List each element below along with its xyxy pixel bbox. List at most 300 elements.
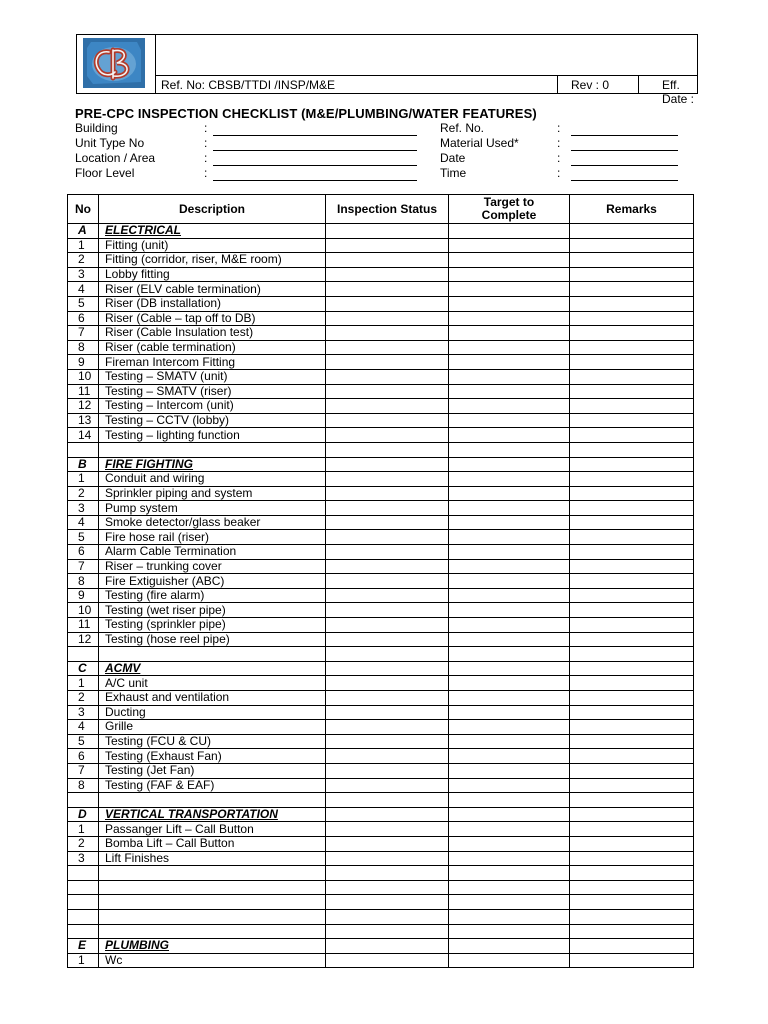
remarks-cell[interactable]	[570, 661, 694, 676]
row-no	[68, 909, 99, 924]
table-row	[68, 515, 694, 530]
inspection-status-cell[interactable]	[326, 413, 449, 428]
target-cell[interactable]	[449, 939, 570, 954]
target-cell[interactable]	[449, 734, 570, 749]
inspection-status-cell[interactable]	[326, 472, 449, 487]
row-no: 4	[68, 720, 99, 735]
target-cell[interactable]	[449, 822, 570, 837]
table-row	[68, 880, 694, 895]
inspection-status-cell[interactable]	[326, 866, 449, 881]
col-header-description: Description	[99, 195, 326, 224]
target-cell[interactable]	[449, 647, 570, 662]
field-colon: :	[204, 121, 208, 135]
remarks-cell[interactable]	[570, 676, 694, 691]
remarks-cell[interactable]	[570, 267, 694, 282]
remarks-cell[interactable]	[570, 472, 694, 487]
remarks-cell[interactable]	[570, 442, 694, 457]
table-row	[68, 909, 694, 924]
table-row	[68, 895, 694, 910]
row-description-text: PLUMBING	[105, 938, 169, 953]
table-row	[68, 428, 694, 443]
row-description-text: Ducting	[105, 705, 146, 719]
table-row	[68, 355, 694, 370]
target-cell[interactable]	[449, 880, 570, 895]
remarks-cell[interactable]	[570, 311, 694, 326]
inspection-status-cell[interactable]	[326, 793, 449, 808]
remarks-cell[interactable]	[570, 895, 694, 910]
table-header-row	[68, 195, 694, 224]
field-input-line[interactable]	[213, 150, 417, 151]
row-no: 3	[68, 851, 99, 866]
inspection-status-cell[interactable]	[326, 369, 449, 384]
table-row	[68, 282, 694, 297]
target-cell[interactable]	[449, 501, 570, 516]
target-cell[interactable]	[449, 720, 570, 735]
row-no: 5	[68, 530, 99, 545]
row-description	[99, 340, 326, 355]
inspection-status-cell[interactable]	[326, 661, 449, 676]
row-no: A	[68, 224, 99, 239]
target-cell[interactable]	[449, 807, 570, 822]
target-cell[interactable]	[449, 515, 570, 530]
table-row	[68, 472, 694, 487]
target-cell[interactable]	[449, 369, 570, 384]
remarks-cell[interactable]	[570, 559, 694, 574]
row-description-text: Fireman Intercom Fitting	[105, 354, 236, 369]
target-cell[interactable]	[449, 909, 570, 924]
remarks-cell[interactable]	[570, 588, 694, 603]
row-description-text: Pump system	[105, 500, 178, 515]
row-no	[68, 924, 99, 939]
row-description	[99, 311, 326, 326]
row-description-text: Testing – SMATV (riser)	[105, 384, 232, 398]
target-cell[interactable]	[449, 428, 570, 443]
table-row	[68, 559, 694, 574]
inspection-status-cell[interactable]	[326, 224, 449, 239]
target-cell[interactable]	[449, 895, 570, 910]
remarks-cell[interactable]	[570, 749, 694, 764]
row-description	[99, 501, 326, 516]
target-cell[interactable]	[449, 442, 570, 457]
row-description	[99, 836, 326, 851]
field-input-line[interactable]	[571, 150, 678, 151]
row-no: 8	[68, 340, 99, 355]
inspection-status-cell[interactable]	[326, 851, 449, 866]
remarks-cell[interactable]	[570, 734, 694, 749]
row-description	[99, 822, 326, 837]
target-cell[interactable]	[449, 676, 570, 691]
target-cell[interactable]	[449, 924, 570, 939]
row-description	[99, 691, 326, 706]
remarks-cell[interactable]	[570, 238, 694, 253]
remarks-cell[interactable]	[570, 384, 694, 399]
remarks-cell[interactable]	[570, 545, 694, 560]
target-cell[interactable]	[449, 851, 570, 866]
inspection-status-cell[interactable]	[326, 530, 449, 545]
table-row	[68, 442, 694, 457]
remarks-cell[interactable]	[570, 574, 694, 589]
target-cell[interactable]	[449, 603, 570, 618]
remarks-cell[interactable]	[570, 691, 694, 706]
row-description-text: Fire hose rail (riser)	[105, 529, 210, 544]
inspection-status-cell[interactable]	[326, 238, 449, 253]
inspection-status-cell[interactable]	[326, 559, 449, 574]
table-row	[68, 311, 694, 326]
row-description	[99, 647, 326, 662]
target-cell[interactable]	[449, 530, 570, 545]
remarks-cell[interactable]	[570, 939, 694, 954]
table-row	[68, 793, 694, 808]
field-label: Unit Type No	[75, 136, 145, 150]
target-cell[interactable]	[449, 705, 570, 720]
remarks-cell[interactable]	[570, 807, 694, 822]
remarks-cell[interactable]	[570, 501, 694, 516]
inspection-status-cell[interactable]	[326, 691, 449, 706]
field-input-line[interactable]	[571, 180, 678, 181]
inspection-status-cell[interactable]	[326, 296, 449, 311]
remarks-cell[interactable]	[570, 778, 694, 793]
remarks-cell[interactable]	[570, 413, 694, 428]
remarks-cell[interactable]	[570, 369, 694, 384]
row-no: 12	[68, 399, 99, 414]
inspection-status-cell[interactable]	[326, 763, 449, 778]
row-description-text: Alarm Cable Termination	[105, 544, 237, 559]
row-no: 7	[68, 763, 99, 778]
target-cell[interactable]	[449, 574, 570, 589]
table-row	[68, 369, 694, 384]
remarks-cell[interactable]	[570, 763, 694, 778]
logo-cell	[77, 35, 156, 93]
inspection-status-cell[interactable]	[326, 676, 449, 691]
field-label: Ref. No.	[440, 121, 485, 135]
inspection-status-cell[interactable]	[326, 267, 449, 282]
inspection-status-cell[interactable]	[326, 603, 449, 618]
target-cell[interactable]	[449, 793, 570, 808]
field-input-line[interactable]	[213, 180, 417, 181]
remarks-cell[interactable]	[570, 647, 694, 662]
row-description	[99, 355, 326, 370]
table-row	[68, 574, 694, 589]
target-cell[interactable]	[449, 691, 570, 706]
row-description-text: Riser (DB installation)	[105, 296, 222, 311]
row-description-text: Testing (hose reel pipe)	[105, 632, 230, 646]
field-label: Time	[440, 166, 467, 180]
inspection-status-cell[interactable]	[326, 311, 449, 326]
row-description-text: A/C unit	[105, 675, 148, 690]
remarks-cell[interactable]	[570, 705, 694, 720]
row-description-text: Riser (Cable Insulation test)	[105, 325, 254, 340]
row-description-text: Testing (fire alarm)	[105, 588, 205, 603]
row-no: 1	[68, 953, 99, 968]
row-description	[99, 559, 326, 574]
field-input-line[interactable]	[213, 165, 417, 166]
row-description-text: Testing (Jet Fan)	[105, 763, 195, 778]
row-description	[99, 457, 326, 472]
remarks-cell[interactable]	[570, 428, 694, 443]
target-cell[interactable]	[449, 253, 570, 268]
inspection-status-cell[interactable]	[326, 253, 449, 268]
inspection-status-cell[interactable]	[326, 501, 449, 516]
inspection-status-cell[interactable]	[326, 428, 449, 443]
table-row	[68, 705, 694, 720]
row-no: 13	[68, 413, 99, 428]
inspection-status-cell[interactable]	[326, 355, 449, 370]
remarks-cell[interactable]	[570, 909, 694, 924]
inspection-status-cell[interactable]	[326, 618, 449, 633]
inspection-status-cell[interactable]	[326, 326, 449, 341]
target-cell[interactable]	[449, 778, 570, 793]
field-colon: :	[557, 121, 561, 135]
remarks-cell[interactable]	[570, 326, 694, 341]
inspection-status-cell[interactable]	[326, 939, 449, 954]
table-row	[68, 267, 694, 282]
inspection-status-cell[interactable]	[326, 705, 449, 720]
row-description	[99, 515, 326, 530]
row-description-text: Testing – lighting function	[105, 427, 240, 442]
row-description	[99, 661, 326, 676]
remarks-cell[interactable]	[570, 296, 694, 311]
remarks-cell[interactable]	[570, 924, 694, 939]
field-label: Location / Area	[75, 151, 156, 165]
table-row	[68, 399, 694, 414]
row-description-text: Testing – Intercom (unit)	[105, 398, 234, 413]
row-no: 3	[68, 705, 99, 720]
row-description	[99, 588, 326, 603]
target-cell[interactable]	[449, 763, 570, 778]
target-cell[interactable]	[449, 340, 570, 355]
row-no: 8	[68, 778, 99, 793]
target-cell[interactable]	[449, 836, 570, 851]
divider	[557, 76, 558, 94]
row-description	[99, 895, 326, 910]
row-description	[99, 763, 326, 778]
table-row	[68, 486, 694, 501]
row-description-text: Exhaust and ventilation	[105, 690, 230, 705]
row-no: 9	[68, 355, 99, 370]
inspection-status-cell[interactable]	[326, 924, 449, 939]
col-header-remarks: Remarks	[570, 195, 694, 224]
target-cell[interactable]	[449, 296, 570, 311]
target-cell[interactable]	[449, 224, 570, 239]
remarks-cell[interactable]	[570, 603, 694, 618]
remarks-cell[interactable]	[570, 399, 694, 414]
row-description	[99, 238, 326, 253]
row-description-text: Sprinkler piping and system	[105, 486, 253, 500]
field-input-line[interactable]	[571, 165, 678, 166]
remarks-cell[interactable]	[570, 720, 694, 735]
row-no: C	[68, 661, 99, 676]
row-description	[99, 778, 326, 793]
target-line-2: Complete	[481, 208, 537, 222]
row-description-text: Riser (Cable – tap off to DB)	[105, 311, 256, 325]
table-row	[68, 778, 694, 793]
remarks-cell[interactable]	[570, 822, 694, 837]
row-no: 6	[68, 545, 99, 560]
target-cell[interactable]	[449, 632, 570, 647]
inspection-status-cell[interactable]	[326, 399, 449, 414]
inspection-status-cell[interactable]	[326, 340, 449, 355]
ref-no: Ref. No: CBSB/TTDI /INSP/M&E	[161, 78, 336, 92]
inspection-status-cell[interactable]	[326, 720, 449, 735]
remarks-cell[interactable]	[570, 253, 694, 268]
row-description	[99, 486, 326, 501]
row-description	[99, 545, 326, 560]
field-input-line[interactable]	[213, 135, 417, 136]
remarks-cell[interactable]	[570, 486, 694, 501]
inspection-status-cell[interactable]	[326, 953, 449, 968]
row-no: 12	[68, 632, 99, 647]
remarks-cell[interactable]	[570, 618, 694, 633]
page-title: PRE-CPC INSPECTION CHECKLIST (M&E/PLUMBING/WATER FEATURES)	[75, 106, 537, 121]
inspection-status-cell[interactable]	[326, 515, 449, 530]
target-cell[interactable]	[449, 238, 570, 253]
target-cell[interactable]	[449, 311, 570, 326]
remarks-cell[interactable]	[570, 793, 694, 808]
row-description-text: Fitting (unit)	[105, 238, 169, 252]
table-row	[68, 632, 694, 647]
row-no: 14	[68, 428, 99, 443]
row-no	[68, 895, 99, 910]
document-header	[76, 34, 698, 106]
target-cell[interactable]	[449, 384, 570, 399]
row-description	[99, 442, 326, 457]
table-row	[68, 749, 694, 764]
row-no: E	[68, 939, 99, 954]
remarks-cell[interactable]	[570, 355, 694, 370]
row-no	[68, 647, 99, 662]
row-description-text: ELECTRICAL	[105, 223, 181, 238]
target-cell[interactable]	[449, 953, 570, 968]
remarks-cell[interactable]	[570, 880, 694, 895]
table-row	[68, 953, 694, 968]
target-cell[interactable]	[449, 588, 570, 603]
target-cell[interactable]	[449, 326, 570, 341]
table-row	[68, 647, 694, 662]
inspection-status-cell[interactable]	[326, 822, 449, 837]
target-cell[interactable]	[449, 355, 570, 370]
inspection-status-cell[interactable]	[326, 632, 449, 647]
target-cell[interactable]	[449, 545, 570, 560]
row-no: 10	[68, 603, 99, 618]
inspection-status-cell[interactable]	[326, 778, 449, 793]
row-description	[99, 924, 326, 939]
row-description	[99, 851, 326, 866]
inspection-status-cell[interactable]	[326, 880, 449, 895]
field-label: Material Used*	[440, 136, 519, 150]
table-row	[68, 618, 694, 633]
inspection-status-cell[interactable]	[326, 282, 449, 297]
table-row	[68, 545, 694, 560]
row-no: 4	[68, 282, 99, 297]
target-cell[interactable]	[449, 267, 570, 282]
row-no: 1	[68, 676, 99, 691]
table-row	[68, 676, 694, 691]
inspection-status-cell[interactable]	[326, 384, 449, 399]
row-no: 11	[68, 618, 99, 633]
row-description-text: Fire Extiguisher (ABC)	[105, 573, 225, 588]
row-description	[99, 369, 326, 384]
table-row	[68, 296, 694, 311]
target-cell[interactable]	[449, 457, 570, 472]
target-cell[interactable]	[449, 282, 570, 297]
remarks-cell[interactable]	[570, 224, 694, 239]
inspection-status-cell[interactable]	[326, 486, 449, 501]
row-description	[99, 866, 326, 881]
row-description	[99, 632, 326, 647]
remarks-cell[interactable]	[570, 953, 694, 968]
target-cell[interactable]	[449, 486, 570, 501]
table-row	[68, 238, 694, 253]
row-description	[99, 909, 326, 924]
row-no: 2	[68, 253, 99, 268]
target-cell[interactable]	[449, 618, 570, 633]
inspection-status-cell[interactable]	[326, 457, 449, 472]
header-info-row	[156, 75, 697, 106]
remarks-cell[interactable]	[570, 457, 694, 472]
target-cell[interactable]	[449, 399, 570, 414]
inspection-status-cell[interactable]	[326, 836, 449, 851]
target-cell[interactable]	[449, 661, 570, 676]
remarks-cell[interactable]	[570, 515, 694, 530]
col-header-target	[449, 195, 570, 224]
row-no: 4	[68, 515, 99, 530]
inspection-status-cell[interactable]	[326, 909, 449, 924]
remarks-cell[interactable]	[570, 836, 694, 851]
target-cell[interactable]	[449, 413, 570, 428]
row-description	[99, 603, 326, 618]
table-row	[68, 866, 694, 881]
row-no: 8	[68, 574, 99, 589]
row-no	[68, 866, 99, 881]
remarks-cell[interactable]	[570, 530, 694, 545]
target-cell[interactable]	[449, 749, 570, 764]
inspection-status-cell[interactable]	[326, 647, 449, 662]
remarks-cell[interactable]	[570, 851, 694, 866]
inspection-status-cell[interactable]	[326, 734, 449, 749]
row-no: 2	[68, 691, 99, 706]
row-description-text: Conduit and wiring	[105, 471, 205, 486]
row-description	[99, 705, 326, 720]
table-row	[68, 530, 694, 545]
section-row	[68, 661, 694, 676]
target-cell[interactable]	[449, 866, 570, 881]
remarks-cell[interactable]	[570, 866, 694, 881]
table-row	[68, 851, 694, 866]
inspection-status-cell[interactable]	[326, 749, 449, 764]
target-cell[interactable]	[449, 472, 570, 487]
inspection-status-cell[interactable]	[326, 574, 449, 589]
remarks-cell[interactable]	[570, 632, 694, 647]
remarks-cell[interactable]	[570, 340, 694, 355]
remarks-cell[interactable]	[570, 282, 694, 297]
inspection-checklist-table	[67, 194, 694, 968]
table-row	[68, 501, 694, 516]
table-row	[68, 326, 694, 341]
row-description	[99, 326, 326, 341]
inspection-status-cell[interactable]	[326, 807, 449, 822]
row-description	[99, 267, 326, 282]
row-description	[99, 530, 326, 545]
inspection-status-cell[interactable]	[326, 588, 449, 603]
inspection-status-cell[interactable]	[326, 545, 449, 560]
inspection-status-cell[interactable]	[326, 895, 449, 910]
target-cell[interactable]	[449, 559, 570, 574]
row-description	[99, 953, 326, 968]
row-description	[99, 296, 326, 311]
field-input-line[interactable]	[571, 135, 678, 136]
inspection-status-cell[interactable]	[326, 442, 449, 457]
field-colon: :	[204, 166, 208, 180]
